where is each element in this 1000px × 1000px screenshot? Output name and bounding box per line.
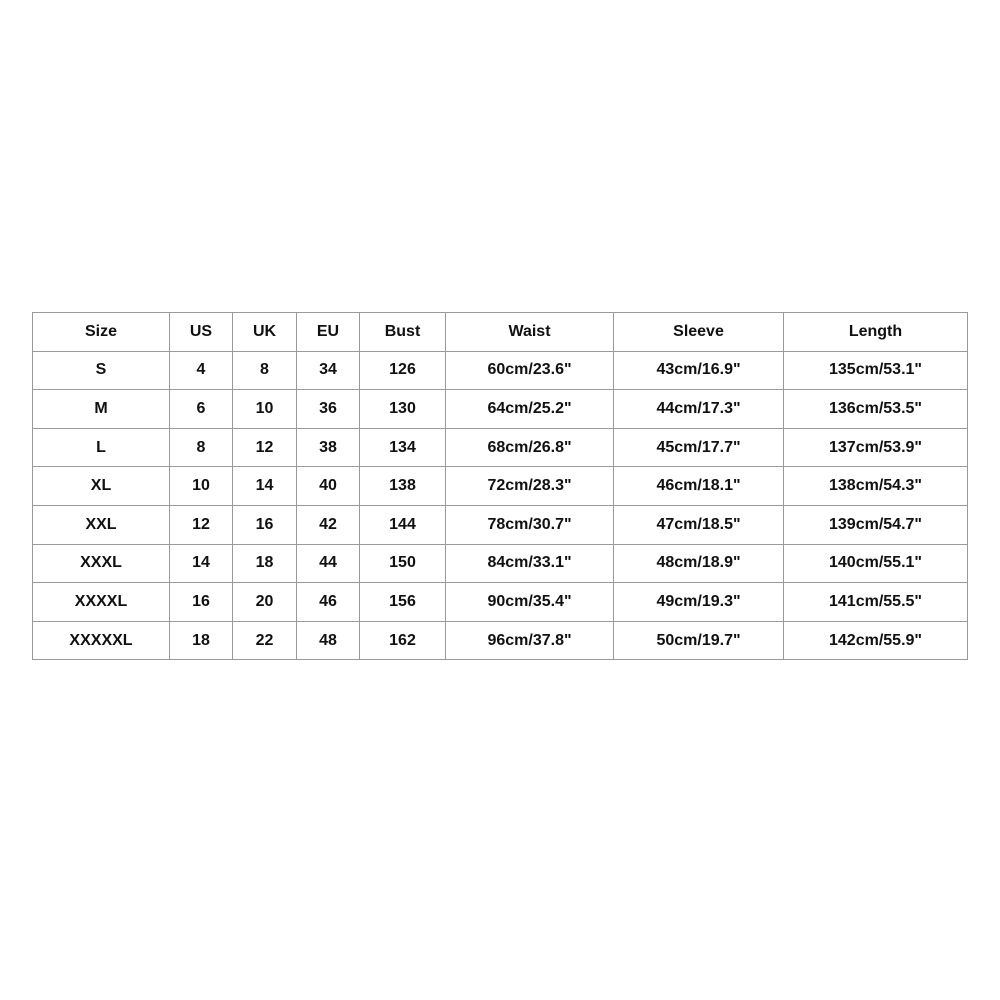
column-header-uk: UK [233,313,297,352]
cell-uk: 16 [233,505,297,544]
table-row [33,390,968,429]
table-row [33,583,968,622]
cell-waist: 64cm/25.2" [446,390,614,429]
cell-size: XXL [33,505,170,544]
cell-size: XXXXXL [33,621,170,660]
column-header-us: US [170,313,233,352]
cell-bust: 150 [360,544,446,583]
cell-eu: 42 [297,505,360,544]
size-chart-table [32,312,968,660]
cell-waist: 60cm/23.6" [446,351,614,390]
cell-size: XXXXL [33,583,170,622]
cell-us: 4 [170,351,233,390]
column-header-eu: EU [297,313,360,352]
cell-us: 14 [170,544,233,583]
cell-us: 6 [170,390,233,429]
cell-sleeve: 47cm/18.5" [614,505,784,544]
cell-bust: 156 [360,583,446,622]
cell-size: M [33,390,170,429]
cell-length: 138cm/54.3" [784,467,968,506]
table-row [33,467,968,506]
cell-sleeve: 46cm/18.1" [614,467,784,506]
cell-waist: 96cm/37.8" [446,621,614,660]
cell-sleeve: 45cm/17.7" [614,428,784,467]
cell-uk: 14 [233,467,297,506]
cell-eu: 36 [297,390,360,429]
cell-bust: 138 [360,467,446,506]
cell-length: 141cm/55.5" [784,583,968,622]
table-row [33,428,968,467]
cell-uk: 22 [233,621,297,660]
cell-us: 8 [170,428,233,467]
cell-bust: 126 [360,351,446,390]
cell-size: S [33,351,170,390]
cell-sleeve: 49cm/19.3" [614,583,784,622]
cell-size: L [33,428,170,467]
table-row [33,621,968,660]
cell-eu: 44 [297,544,360,583]
cell-waist: 78cm/30.7" [446,505,614,544]
column-header-size: Size [33,313,170,352]
cell-eu: 40 [297,467,360,506]
column-header-sleeve: Sleeve [614,313,784,352]
cell-uk: 10 [233,390,297,429]
cell-length: 137cm/53.9" [784,428,968,467]
cell-sleeve: 43cm/16.9" [614,351,784,390]
column-header-length: Length [784,313,968,352]
cell-size: XXXL [33,544,170,583]
cell-waist: 68cm/26.8" [446,428,614,467]
cell-sleeve: 44cm/17.3" [614,390,784,429]
cell-size: XL [33,467,170,506]
cell-length: 140cm/55.1" [784,544,968,583]
cell-us: 16 [170,583,233,622]
cell-length: 135cm/53.1" [784,351,968,390]
column-header-bust: Bust [360,313,446,352]
cell-uk: 12 [233,428,297,467]
cell-eu: 38 [297,428,360,467]
cell-sleeve: 50cm/19.7" [614,621,784,660]
table-row [33,544,968,583]
cell-eu: 34 [297,351,360,390]
table-row [33,505,968,544]
cell-us: 18 [170,621,233,660]
cell-eu: 48 [297,621,360,660]
cell-bust: 130 [360,390,446,429]
table-row [33,351,968,390]
cell-bust: 162 [360,621,446,660]
cell-waist: 72cm/28.3" [446,467,614,506]
cell-waist: 84cm/33.1" [446,544,614,583]
table-body [33,351,968,660]
cell-us: 10 [170,467,233,506]
cell-eu: 46 [297,583,360,622]
cell-sleeve: 48cm/18.9" [614,544,784,583]
cell-uk: 18 [233,544,297,583]
cell-length: 136cm/53.5" [784,390,968,429]
cell-uk: 20 [233,583,297,622]
cell-length: 142cm/55.9" [784,621,968,660]
cell-bust: 134 [360,428,446,467]
cell-uk: 8 [233,351,297,390]
column-header-waist: Waist [446,313,614,352]
cell-us: 12 [170,505,233,544]
cell-bust: 144 [360,505,446,544]
cell-length: 139cm/54.7" [784,505,968,544]
table-header-row [33,313,968,352]
cell-waist: 90cm/35.4" [446,583,614,622]
